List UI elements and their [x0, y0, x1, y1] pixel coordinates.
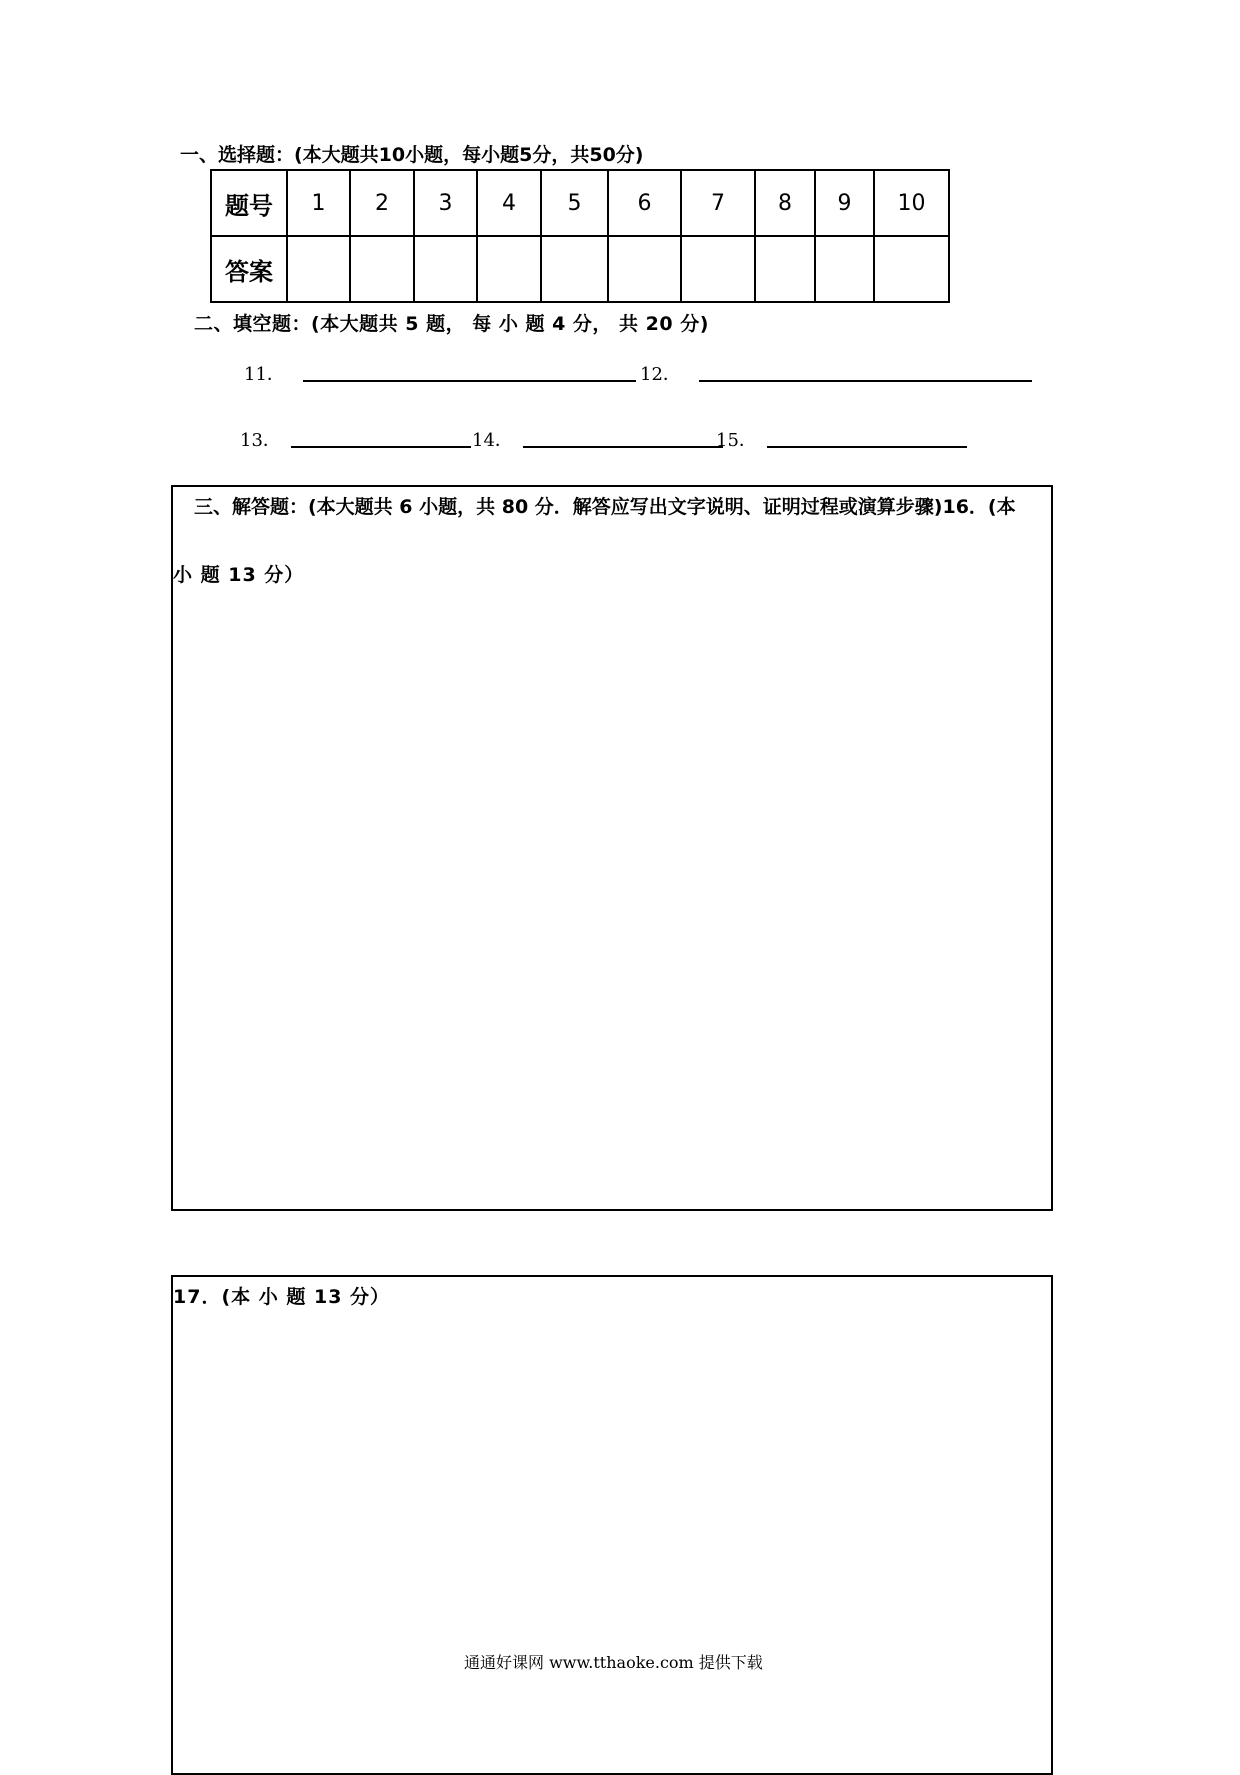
section1-heading: 一、选择题：(本大题共10小题，每小题5分，共50分)	[180, 144, 644, 166]
answer-cell[interactable]	[350, 236, 414, 302]
footer-watermark: 通通好课网 www.tthaoke.com 提供下载	[464, 1653, 763, 1672]
answer-box-17[interactable]	[171, 1275, 1053, 1775]
answer-label: 答案	[211, 236, 287, 302]
question-number-cell: 7	[681, 170, 755, 236]
answer-cell[interactable]	[681, 236, 755, 302]
answer-box-16[interactable]	[171, 485, 1053, 1211]
blank-13	[240, 426, 471, 452]
blank-line-12[interactable]	[699, 379, 1032, 382]
blank-line-11[interactable]	[303, 379, 636, 382]
question-number-cell: 10	[874, 170, 949, 236]
blank-14	[472, 426, 723, 452]
question-number-cell: 3	[414, 170, 477, 236]
answer-cell[interactable]	[608, 236, 681, 302]
question-number-cell: 6	[608, 170, 681, 236]
answer-cell[interactable]	[287, 236, 350, 302]
blank-line-14[interactable]	[523, 445, 723, 448]
blank-line-13[interactable]	[291, 445, 471, 448]
question-number-cell: 9	[815, 170, 874, 236]
answer-row	[211, 236, 949, 302]
answer-cell[interactable]	[477, 236, 541, 302]
blank-12	[640, 360, 1032, 386]
blank-15	[716, 426, 967, 452]
section2-heading: 二、填空题：(本大题共 5 题， 每 小 题 4 分， 共 20 分)	[194, 313, 709, 335]
answer-cell[interactable]	[815, 236, 874, 302]
blank-line-15[interactable]	[767, 445, 967, 448]
answer-cell[interactable]	[541, 236, 608, 302]
blank-number: 11．	[244, 364, 285, 385]
question-number-row	[211, 170, 949, 236]
blank-number: 14．	[472, 430, 513, 451]
question-number-label: 题号	[211, 170, 287, 236]
question-number-cell: 4	[477, 170, 541, 236]
question-number-cell: 5	[541, 170, 608, 236]
question-16-points: 小 题 13 分）	[173, 564, 305, 586]
question-number-cell: 2	[350, 170, 414, 236]
blank-11	[244, 360, 636, 386]
blank-number: 12．	[640, 364, 681, 385]
section3-heading: 三、解答题：(本大题共 6 小题，共 80 分．解答应写出文字说明、证明过程或演算步骤)16．(本	[194, 496, 1016, 518]
question-number-cell: 8	[755, 170, 815, 236]
answer-cell[interactable]	[874, 236, 949, 302]
answer-grid	[210, 169, 950, 303]
question-17-label: 17．(本 小 题 13 分）	[173, 1286, 391, 1308]
blank-number: 15．	[716, 430, 757, 451]
answer-cell[interactable]	[414, 236, 477, 302]
question-number-cell: 1	[287, 170, 350, 236]
blank-number: 13．	[240, 430, 281, 451]
answer-cell[interactable]	[755, 236, 815, 302]
